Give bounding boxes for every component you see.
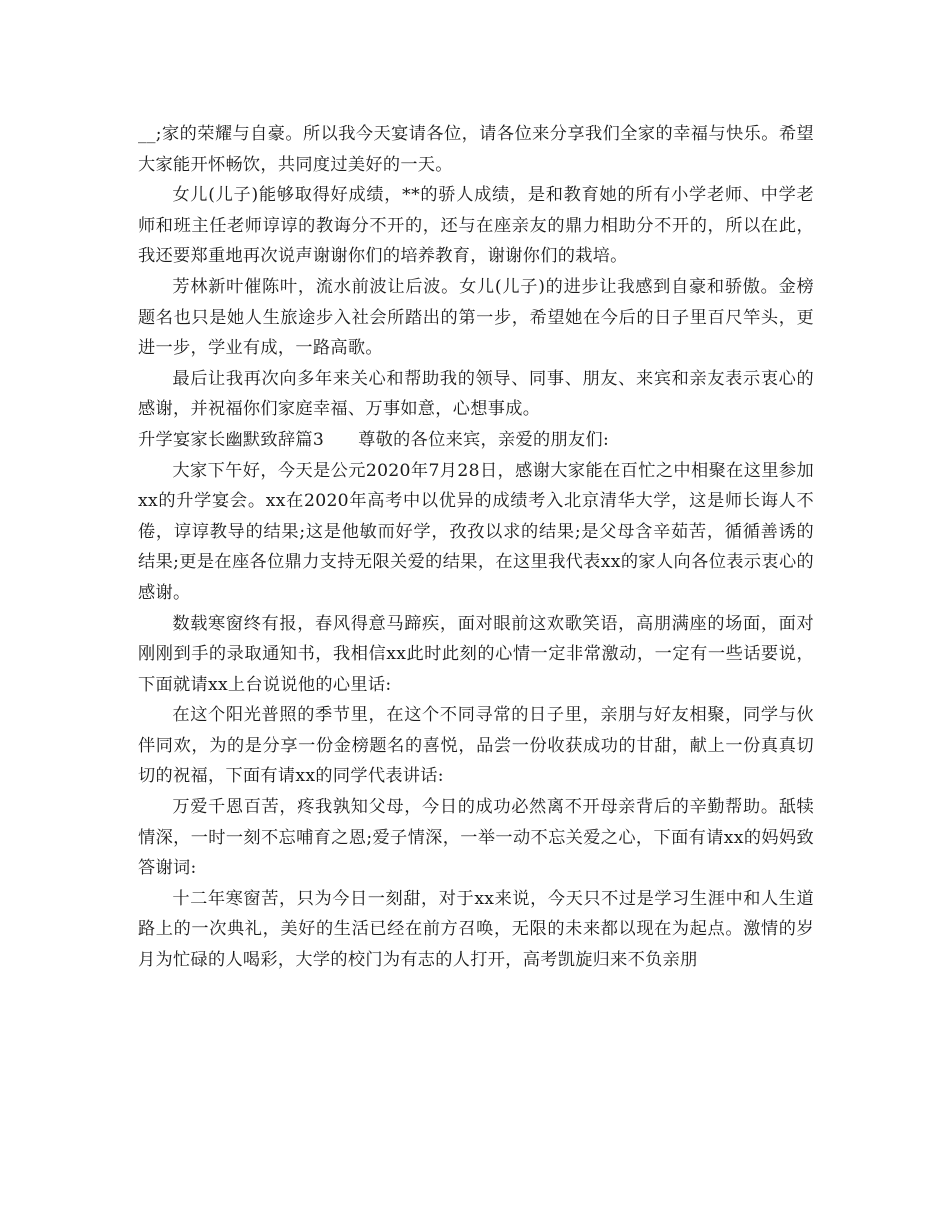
paragraph: 最后让我再次向多年来关心和帮助我的领导、同事、朋友、来宾和亲友表示衷心的感谢，并祝福你们家庭幸福、万事如意，心想事成。 <box>138 368 814 420</box>
paragraph: 在这个阳光普照的季节里，在这个不同寻常的日子里，亲朋与好友相聚，同学与伙伴同欢，为的是分享一份金榜题名的喜悦，品尝一份收获成功的甘甜，献上一份真真切切的祝福，下面有请xx的同学代表讲话: <box>138 705 814 787</box>
paragraph: 芳林新叶催陈叶，流水前波让后波。女儿(儿子)的进步让我感到自豪和骄傲。金榜题名也只是她人生旅途步入社会所踏出的第一步，希望她在今后的日子里百尺竿头，更进一步，学业有成，一路高歌。 <box>138 276 814 359</box>
paragraph: 数载寒窗终有报，春风得意马蹄疾，面对眼前这欢歌笑语，高朋满座的场面，面对刚刚到手的录取通知书，我相信xx此时此刻的心情一定非常激动，一定有一些话要说，下面就请xx上台说说他的心里话: <box>138 613 814 695</box>
paragraph: __;家的荣耀与自豪。所以我今天宴请各位，请各位来分享我们全家的幸福与快乐。希望大家能开怀畅饮，共同度过美好的一天。 <box>138 124 814 175</box>
section-heading-line <box>138 425 814 456</box>
paragraph: 十二年寒窗苦，只为今日一刻甜，对于xx来说，今天只不过是学习生涯中和人生道路上的一次典礼，美好的生活已经在前方召唤，无限的未来都以现在为起点。激情的岁月为忙碌的人喝彩，大学的校门为有志的人打开，高考凯旋归来不负亲朋 <box>138 888 814 971</box>
paragraph: 万爱千恩百苦，疼我孰知父母，今日的成功必然离不开母亲背后的辛勤帮助。舐犊情深，一时一刻不忘哺育之恩;爱子情深，一举一动不忘关爱之心，下面有请xx的妈妈致答谢词: <box>138 797 814 879</box>
paragraph: 大家下午好，今天是公元2020年7月28日，感谢大家能在百忙之中相聚在这里参加xx的升学宴会。xx在2020年高考中以优异的成绩考入北京清华大学，这是师长诲人不倦，谆谆教导的结果;这是他敏而好学，孜孜以求的结果;是父母含辛茹苦，循循善诱的结果;更是在座各位鼎力支持无限关爱的结果，在这里我代表xx的家人向各位表示衷心的感谢。 <box>138 460 814 603</box>
greeting: 尊敬的各位来宾，亲爱的朋友们: <box>358 429 610 450</box>
section-title: 升学宴家长幽默致辞篇3 <box>138 429 325 450</box>
paragraph: 女儿(儿子)能够取得好成绩，**的骄人成绩，是和教育她的所有小学老师、中学老师和班主任老师谆谆的教诲分不开的，还与在座亲友的鼎力相助分不开的，所以在此，我还要郑重地再次说声谢谢你们的培养教育，谢谢你们的栽培。 <box>138 185 814 267</box>
document-body <box>138 119 814 976</box>
